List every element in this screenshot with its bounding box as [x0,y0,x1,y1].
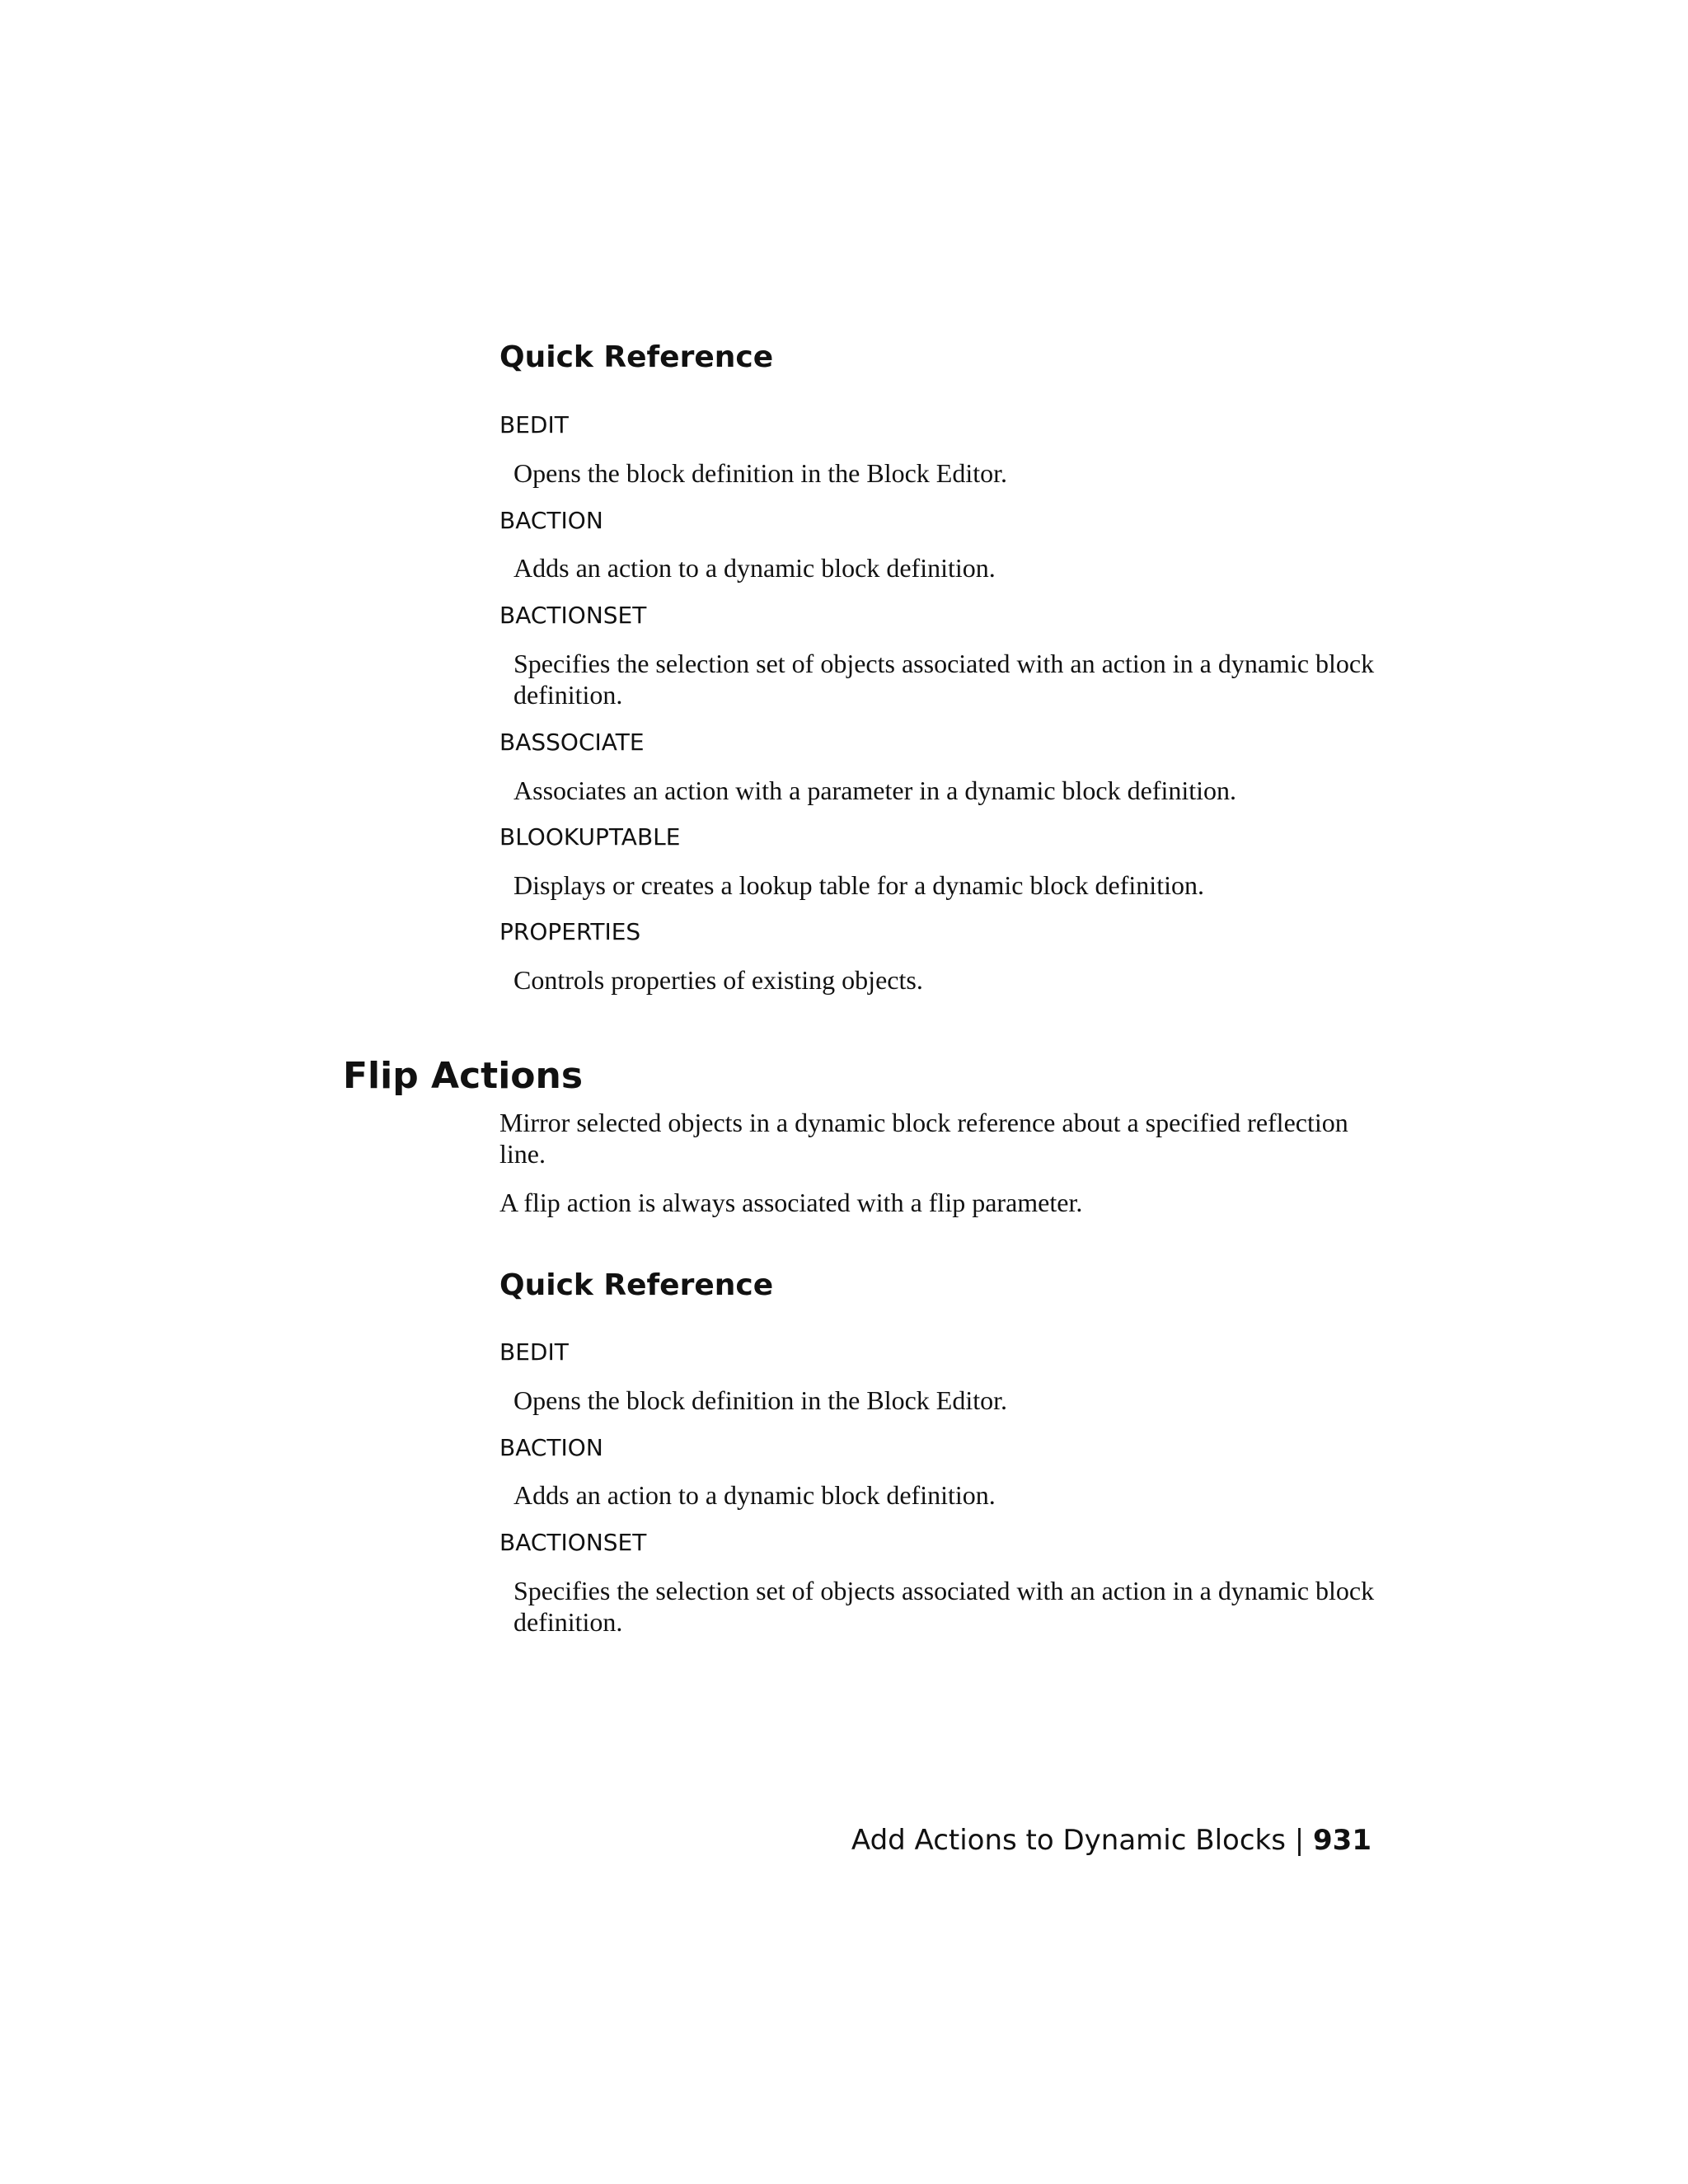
command-bassociate: BASSOCIATE [499,729,645,756]
command-description: Opens the block definition in the Block Editor. [513,458,1008,488]
flip-actions-heading: Flip Actions [343,1055,584,1097]
command-baction: BACTION [499,507,603,534]
body-paragraph: A flip action is always associated with a flip parameter. [499,1188,1083,1217]
command-description: Adds an action to a dynamic block definition. [513,553,996,583]
command-bedit: BEDIT [499,1338,569,1366]
command-properties: PROPERTIES [499,918,641,945]
command-description: Specifies the selection set of objects associated with an action in a dynamic block definition. [513,1576,1375,1637]
command-description: Opens the block definition in the Block Editor. [513,1385,1008,1415]
command-bedit: BEDIT [499,411,569,438]
page-number: 931 [1313,1824,1372,1857]
command-description: Associates an action with a parameter in a dynamic block definition. [513,776,1237,805]
quick-reference-heading: Quick Reference [499,340,774,374]
command-description: Specifies the selection set of objects associated with an action in a dynamic block definition. [513,649,1375,710]
command-baction: BACTION [499,1434,603,1461]
command-bactionset: BACTIONSET [499,1529,647,1556]
page-footer [851,1823,1372,1858]
command-bactionset: BACTIONSET [499,602,647,629]
quick-reference-heading: Quick Reference [499,1268,774,1302]
body-paragraph: Mirror selected objects in a dynamic block reference about a specified reflection line. [499,1108,1348,1169]
footer-separator: | [1294,1824,1305,1857]
command-description: Displays or creates a lookup table for a dynamic block definition. [513,870,1204,900]
footer-chapter-title: Add Actions to Dynamic Blocks [851,1824,1286,1857]
command-description: Adds an action to a dynamic block definition. [513,1480,996,1510]
command-description: Controls properties of existing objects. [513,965,923,995]
command-blookuptable: BLOOKUPTABLE [499,823,681,851]
